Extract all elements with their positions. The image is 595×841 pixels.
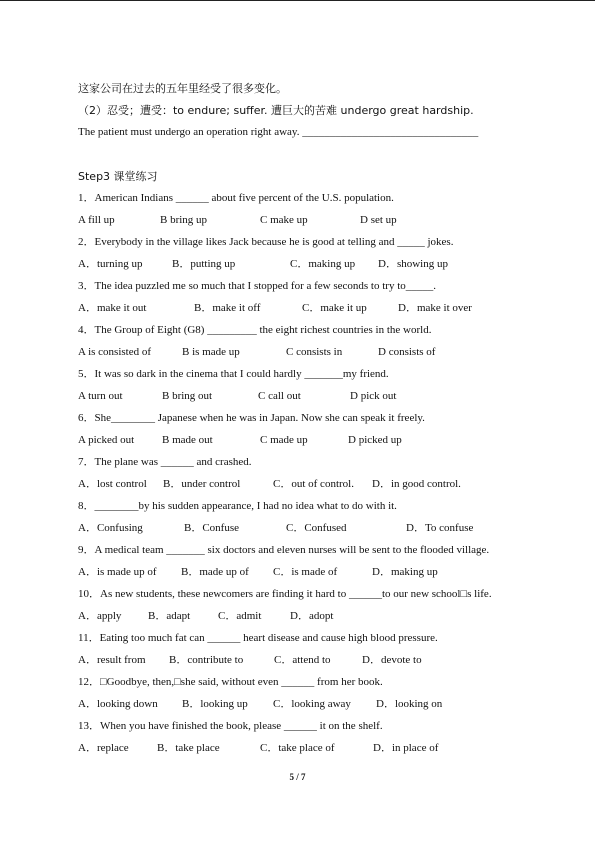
answer-option: B．made up of	[181, 566, 249, 578]
question-stem: 2．Everybody in the village likes Jack because he is good at telling and _____ jokes.	[78, 236, 454, 248]
answer-option: A is consisted of	[78, 346, 152, 358]
answer-option: A．Confusing	[78, 522, 143, 534]
answer-option: A．lost control	[78, 478, 147, 490]
answer-option: C．is made of	[273, 566, 338, 578]
answer-option: B made out	[162, 434, 213, 446]
answer-option: C．out of control.	[273, 478, 354, 490]
answer-option: A picked out	[78, 434, 135, 446]
answer-option: C consists in	[286, 346, 343, 358]
answer-option: B．adapt	[148, 610, 191, 622]
answer-option: A．make it out	[78, 302, 147, 314]
answer-option: C．looking away	[273, 698, 351, 710]
intro-line-3: The patient must undergo an operation right away. ________________________________	[78, 126, 479, 138]
answer-option: D．looking on	[376, 698, 443, 710]
intro-line-1: 这家公司在过去的五年里经受了很多变化。	[78, 82, 287, 95]
answer-option: A．result from	[78, 654, 146, 666]
answer-option: C．making up	[290, 258, 356, 270]
answer-option: D．make it over	[398, 302, 472, 314]
page-number: 5 / 7	[289, 772, 306, 782]
answer-option: D picked up	[348, 434, 402, 446]
question-stem: 1．American Indians ______ about five percent of the U.S. population.	[78, 192, 394, 204]
question-stem: 12．□Goodbye, then,□she said, without even ______ from her book.	[78, 676, 383, 688]
answer-option: B bring up	[160, 214, 208, 226]
question-stem: 5．It was so dark in the cinema that I could hardly _______my friend.	[78, 368, 389, 380]
answer-option: C．Confused	[286, 522, 347, 534]
question-stem: 4．The Group of Eight (G8) _________ the eight richest countries in the world.	[78, 324, 432, 336]
answer-option: D consists of	[378, 346, 436, 358]
section-title: Step3 课堂练习	[78, 170, 158, 183]
answer-option: A．is made up of	[78, 566, 157, 578]
question-stem: 3．The idea puzzled me so much that I stopped for a few seconds to try to_____.	[78, 280, 437, 292]
answer-option: A．looking down	[78, 698, 158, 710]
answer-option: A turn out	[78, 390, 123, 402]
answer-option: B．Confuse	[184, 522, 239, 534]
answer-option: D set up	[360, 214, 397, 226]
answer-option: A．turning up	[78, 258, 143, 270]
top-rule	[0, 0, 595, 1]
answer-option: C call out	[258, 390, 301, 402]
answer-option: D．devote to	[362, 654, 422, 666]
answer-option: D．adopt	[290, 610, 334, 622]
answer-option: D．To confuse	[406, 522, 474, 534]
answer-option: C made up	[260, 434, 308, 446]
answer-option: B．putting up	[172, 258, 236, 270]
answer-option: D．in place of	[373, 742, 439, 754]
intro-line-2: （2）忍受；遭受：to endure; suffer. 遭巨大的苦难 undergo great hardship.	[78, 104, 474, 117]
answer-option: D．showing up	[378, 258, 448, 270]
answer-option: B．take place	[157, 742, 220, 754]
answer-option: B．under control	[163, 478, 241, 490]
question-stem: 13．When you have finished the book, please ______ it on the shelf.	[78, 720, 383, 732]
answer-option: B is made up	[182, 346, 240, 358]
answer-option: C．attend to	[274, 654, 331, 666]
answer-option: C make up	[260, 214, 308, 226]
answer-option: D．in good control.	[372, 478, 461, 490]
question-stem: 10．As new students, these newcomers are finding it hard to ______to our new school□s life.	[78, 588, 492, 600]
answer-option: D pick out	[350, 390, 397, 402]
question-stem: 11．Eating too much fat can ______ heart disease and cause high blood pressure.	[78, 632, 438, 644]
answer-option: C．admit	[218, 610, 262, 622]
question-stem: 9．A medical team _______ six doctors and eleven nurses will be sent to the flooded village.	[78, 544, 490, 556]
answer-option: B．contribute to	[169, 654, 244, 666]
answer-option: B．looking up	[182, 698, 248, 710]
answer-option: B bring out	[162, 390, 213, 402]
answer-option: C．make it up	[302, 302, 367, 314]
question-stem: 7．The plane was ______ and crashed.	[78, 456, 252, 468]
answer-option: D．making up	[372, 566, 438, 578]
answer-option: B．make it off	[194, 302, 261, 314]
question-stem: 6．She________ Japanese when he was in Japan. Now she can speak it freely.	[78, 412, 425, 424]
answer-option: A．replace	[78, 742, 129, 754]
question-stem: 8．________by his sudden appearance, I had no idea what to do with it.	[78, 500, 397, 512]
answer-option: C．take place of	[260, 742, 335, 754]
answer-option: A．apply	[78, 610, 122, 622]
answer-option: A fill up	[78, 214, 115, 226]
